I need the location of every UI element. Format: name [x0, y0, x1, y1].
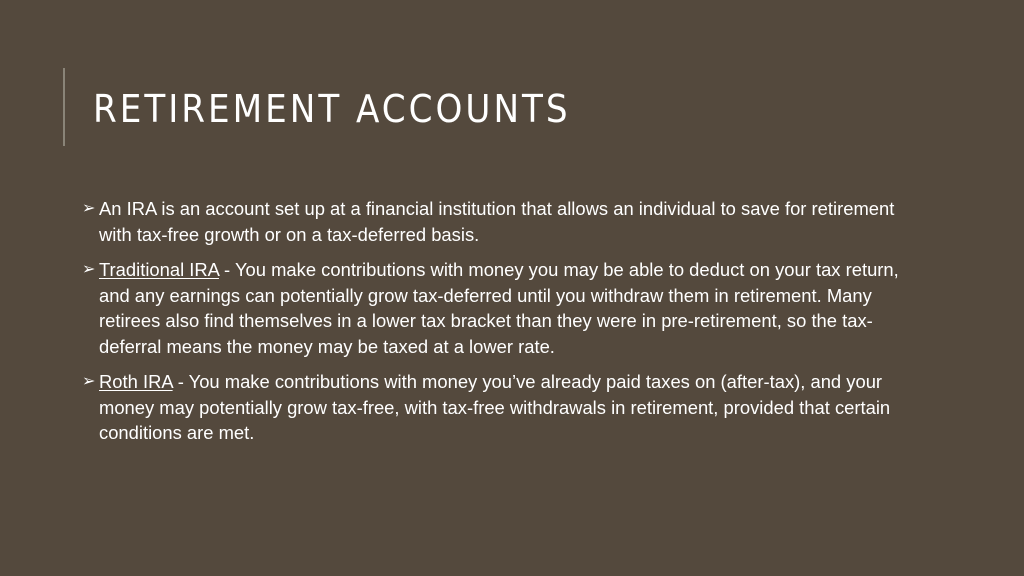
title-accent-bar [63, 68, 65, 146]
roth-ira-term: Roth IRA [99, 371, 173, 392]
bullet-roth-ira [82, 369, 902, 446]
slide-title: RETIREMENT ACCOUNTS [93, 87, 571, 131]
slide-content [82, 196, 902, 456]
traditional-ira-term: Traditional IRA [99, 259, 219, 280]
bullet-text: - You make contributions with money you may be able to deduct on your tax return, and any earnings can potentially grow tax-deferred until you withdraw them in retirement. Many retirees also find themselves in a lower tax bracket than they were in pre-retirement, so the tax-deferral means the money may be taxed at a lower rate. [99, 259, 899, 357]
arrow-bullet-icon: ➢ [82, 373, 96, 390]
bullet-traditional-ira [82, 257, 902, 359]
arrow-bullet-icon: ➢ [82, 261, 96, 278]
bullet-text: An IRA is an account set up at a financial institution that allows an individual to save for retirement with tax-free growth or on a tax-deferred basis. [99, 198, 895, 245]
arrow-bullet-icon: ➢ [82, 200, 96, 217]
bullet-ira-definition [82, 196, 902, 247]
bullet-text: - You make contributions with money you’ve already paid taxes on (after-tax), and your money may potentially grow tax-free, with tax-free withdrawals in retirement, provided that certain conditions are met. [99, 371, 891, 443]
